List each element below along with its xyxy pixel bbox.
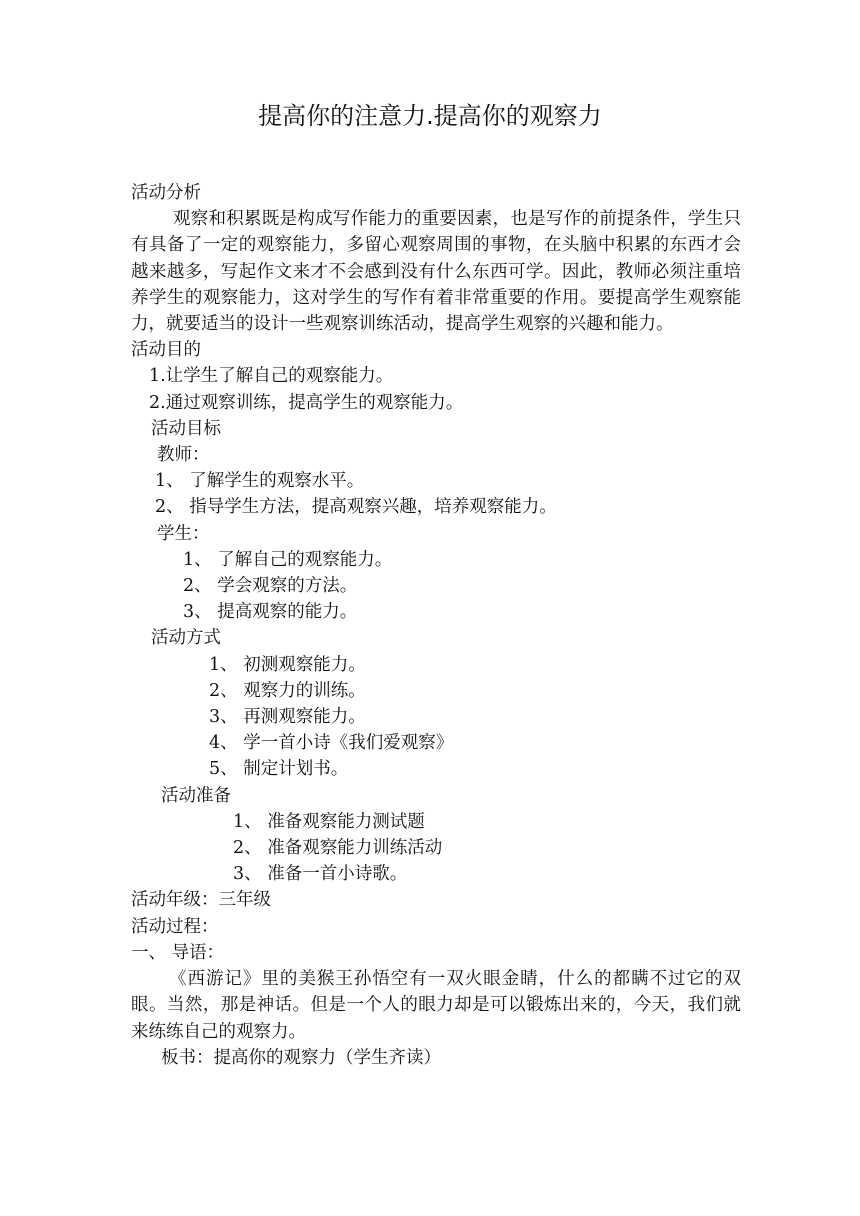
grade-line: 活动年级：三年级 [131,890,271,911]
student-label: 学生： [157,523,210,544]
intro-heading: 一、 导语： [131,942,225,963]
goals-heading: 活动目标 [151,418,221,439]
teacher-item-1: 1、 了解学生的观察水平。 [155,471,365,492]
teacher-item-2: 2、 指导学生方法，提高观察兴趣，培养观察能力。 [155,497,557,518]
board-line: 板书：提高你的观察力（学生齐读） [161,1047,441,1068]
purpose-item-2: 2.通过观察训练，提高学生的观察能力。 [149,392,464,413]
method-heading: 活动方式 [151,628,221,649]
method-item-5: 5、 制定计划书。 [209,759,349,780]
method-item-1: 1、 初测观察能力。 [209,654,366,675]
prep-item-1: 1、 准备观察能力测试题 [233,811,425,832]
analysis-paragraph: 观察和积累既是构成写作能力的重要因素，也是写作的前提条件，学生只有具备了一定的观察能力，多留心观察周围的事物，在头脑中积累的东西才会越来越多，写起作文来才不会感到没有什么东西可学。因此，教师必须注重培养学生的观察能力，这对学生的写作有着非常重要的作用。要提高学生观察能力，就要适当的设计一些观察训练活动，提高学生观察的兴趣和能力。 [131,209,741,335]
method-item-4: 4、 学一首小诗《我们爱观察》 [209,733,454,754]
student-item-1: 1、 了解自己的观察能力。 [183,549,393,570]
intro-paragraph: 《西游记》里的美猴王孙悟空有一双火眼金睛，什么的都瞒不过它的双眼。当然，那是神话。但是一个人的眼力却是可以锻炼出来的，今天，我们就来练练自己的观察力。 [131,969,741,1042]
student-item-3: 3、 提高观察的能力。 [183,602,358,623]
process-heading: 活动过程： [131,916,219,937]
prep-heading: 活动准备 [161,785,231,806]
method-item-3: 3、 再测观察能力。 [209,707,366,728]
prep-item-3: 3、 准备一首小诗歌。 [233,864,408,885]
purpose-item-1: 1.让学生了解自己的观察能力。 [149,366,394,387]
purpose-heading: 活动目的 [131,340,201,361]
document-title: 提高你的注意力.提高你的观察力 [258,102,602,130]
teacher-label: 教师： [157,445,210,466]
student-item-2: 2、 学会观察的方法。 [183,576,358,597]
prep-item-2: 2、 准备观察能力训练活动 [233,838,443,859]
analysis-heading: 活动分析 [131,183,201,203]
document-body [131,180,741,1071]
method-item-2: 2、 观察力的训练。 [209,680,366,701]
